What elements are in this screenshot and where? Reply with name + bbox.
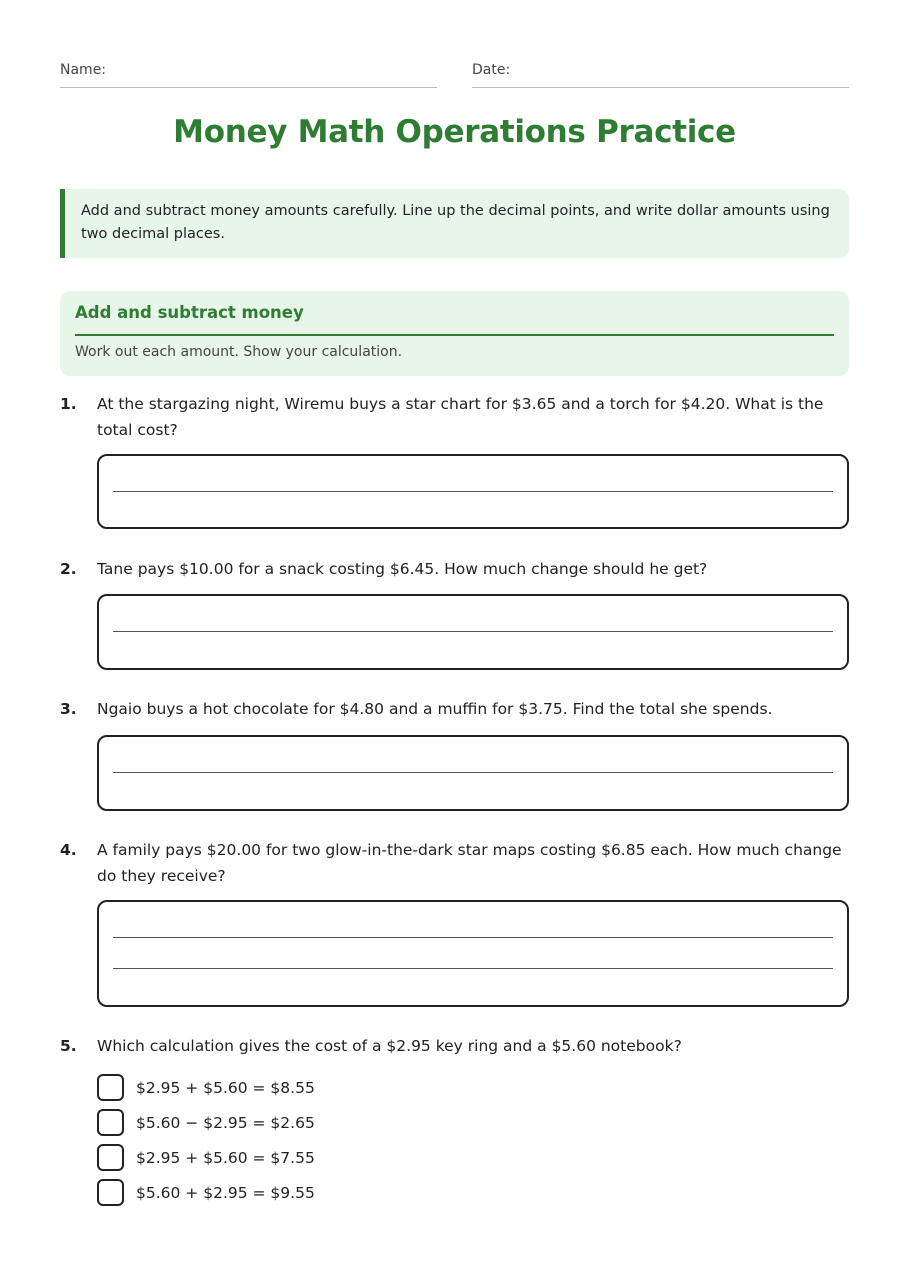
question-3: [60, 696, 849, 722]
option-1[interactable]: [97, 1070, 315, 1105]
answer-line: [113, 491, 833, 492]
page-title: Money Math Operations Practice: [173, 114, 736, 150]
answer-line: [113, 968, 833, 969]
answer-box-3[interactable]: [97, 735, 849, 811]
question-text: A family pays $20.00 for two glow-in-the-dark star maps costing $6.85 each. How much change do they receive?: [97, 841, 842, 885]
header-fields: [60, 62, 849, 88]
option-label: $2.95 + $5.60 = $7.55: [136, 1148, 315, 1167]
question-text: Tane pays $10.00 for a snack costing $6.45. How much change should he get?: [97, 560, 708, 578]
question-4: [60, 837, 849, 889]
section-title: Add and subtract money: [75, 303, 834, 336]
question-number: 2.: [60, 560, 77, 578]
question-number: 1.: [60, 395, 77, 413]
option-label: $5.60 − $2.95 = $2.65: [136, 1113, 315, 1132]
question-1: [60, 391, 849, 443]
date-field[interactable]: [472, 62, 849, 88]
option-label: $5.60 + $2.95 = $9.55: [136, 1183, 315, 1202]
checkbox[interactable]: [97, 1109, 124, 1136]
checkbox[interactable]: [97, 1074, 124, 1101]
answer-box-2[interactable]: [97, 594, 849, 670]
answer-line: [113, 631, 833, 632]
instructions-box: Add and subtract money amounts carefully. Line up the decimal points, and write dollar amounts using two decimal places.: [60, 189, 849, 258]
question-number: 3.: [60, 700, 77, 718]
answer-box-1[interactable]: [97, 454, 849, 529]
name-label: Name:: [60, 62, 107, 78]
answer-line: [113, 772, 833, 773]
section-subtitle: Work out each amount. Show your calculation.: [75, 344, 403, 360]
section-header: [60, 291, 849, 376]
question-number: 4.: [60, 841, 77, 859]
question-number: 5.: [60, 1037, 77, 1055]
option-3[interactable]: [97, 1140, 315, 1175]
answer-box-4[interactable]: [97, 900, 849, 1007]
option-label: $2.95 + $5.60 = $8.55: [136, 1078, 315, 1097]
checkbox[interactable]: [97, 1144, 124, 1171]
option-2[interactable]: [97, 1105, 315, 1140]
name-field[interactable]: [60, 62, 437, 88]
question-text: Which calculation gives the cost of a $2.95 key ring and a $5.60 notebook?: [97, 1037, 682, 1055]
answer-line: [113, 937, 833, 938]
question-text: Ngaio buys a hot chocolate for $4.80 and a muffin for $3.75. Find the total she spends.: [97, 700, 773, 718]
question-5: [60, 1033, 849, 1059]
question-text: At the stargazing night, Wiremu buys a star chart for $3.65 and a torch for $4.20. What is the total cost?: [97, 395, 824, 439]
option-4[interactable]: [97, 1175, 315, 1210]
checkbox[interactable]: [97, 1179, 124, 1206]
date-label: Date:: [472, 62, 511, 78]
answer-options: [97, 1070, 315, 1210]
question-2: [60, 556, 849, 582]
